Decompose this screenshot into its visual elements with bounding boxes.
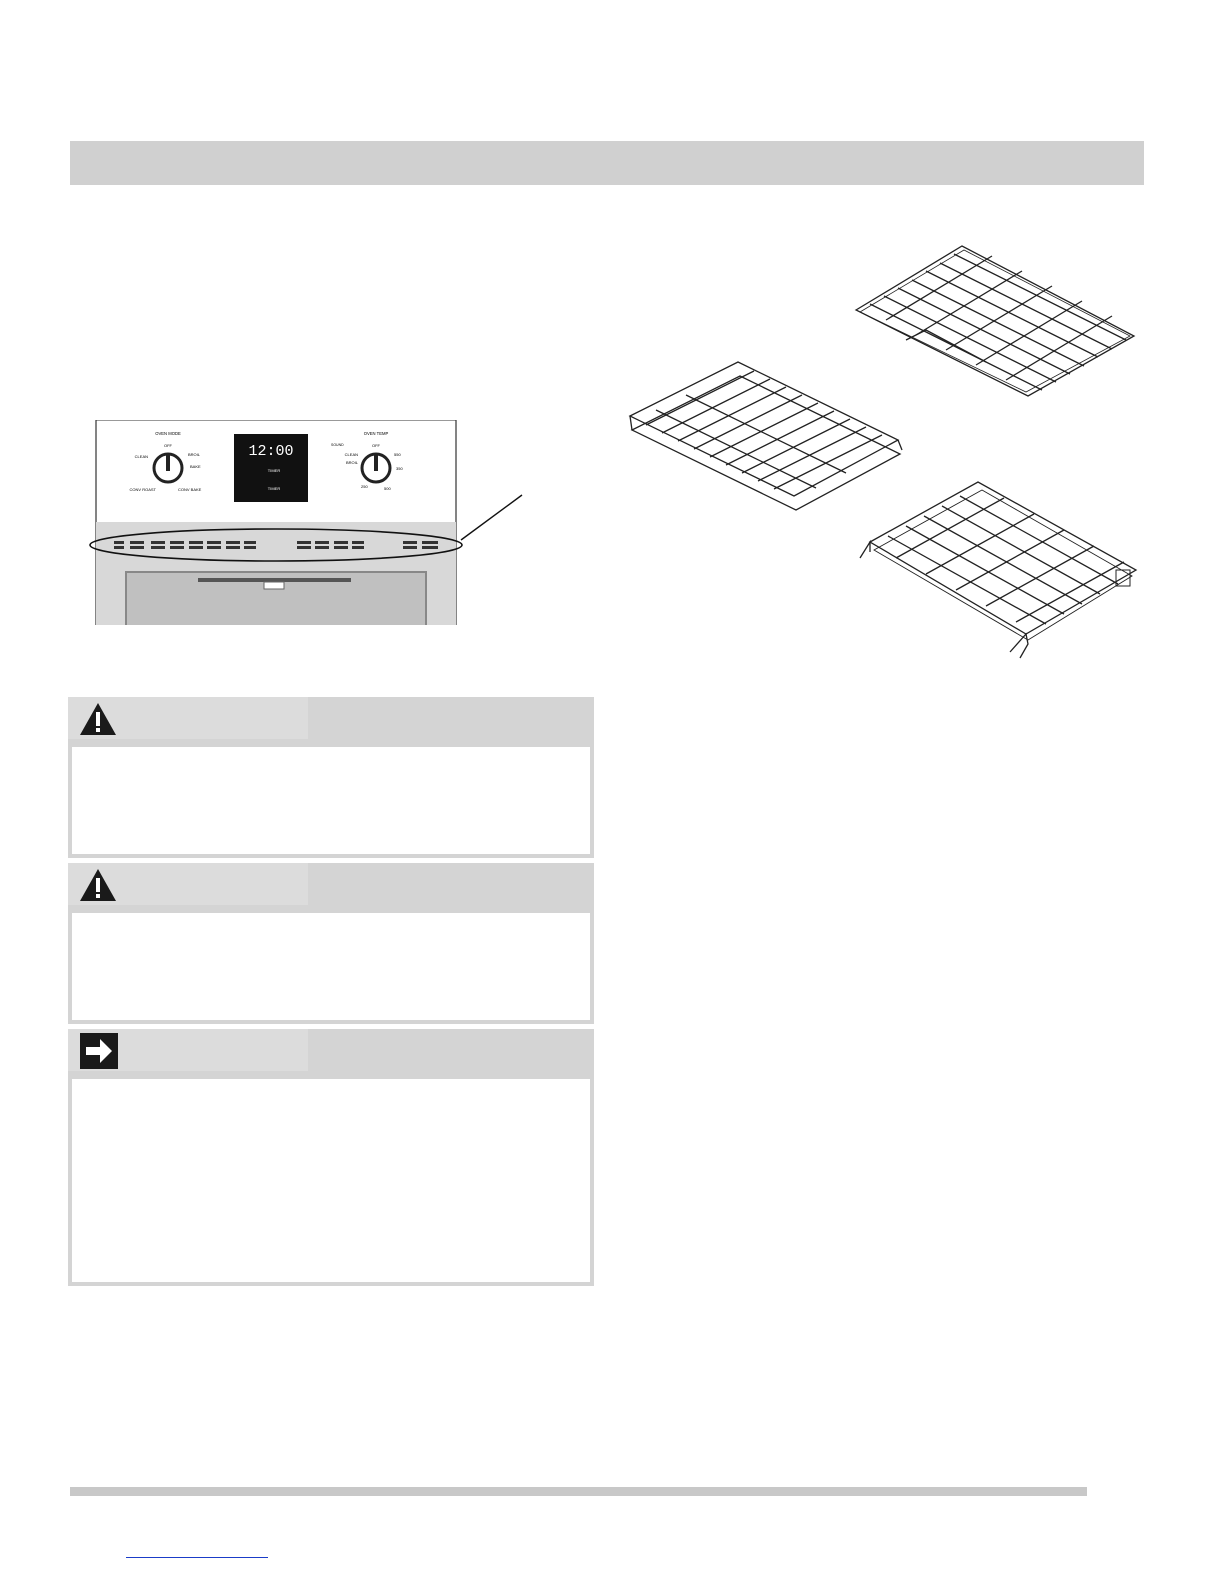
footer-link-underline[interactable] — [126, 1557, 268, 1558]
timer-button-label: TIMER — [267, 486, 281, 491]
indicator-label: SOUND — [331, 443, 344, 447]
oven-temp-label: 550 — [394, 452, 401, 457]
flat-rack — [856, 246, 1134, 396]
sliding-rack — [860, 482, 1136, 658]
footer-rule — [70, 1487, 1087, 1496]
oven-mode-label: BROIL — [188, 452, 201, 457]
warning-triangle-icon — [78, 867, 118, 903]
oven-racks-illustration — [626, 240, 1146, 660]
oven-mode-label: CONV BAKE — [178, 487, 202, 492]
callout-body — [72, 747, 590, 854]
oven-temp-label: 500 — [384, 486, 391, 491]
oven-temp-label: CLEAN — [344, 452, 358, 457]
oven-temp-off-label: OFF — [372, 443, 380, 448]
arrow-right-icon — [78, 1033, 118, 1069]
angled-rack — [630, 362, 902, 510]
oven-mode-title: OVEN MODE — [155, 431, 181, 436]
oven-temp-knob — [345, 431, 404, 491]
warning-callout — [68, 697, 594, 858]
timer-button-label: TIMER — [267, 468, 281, 473]
oven-mode-label: BAKE — [190, 464, 201, 469]
oven-mode-label: CONV ROAST — [129, 487, 156, 492]
caution-callout — [68, 863, 594, 1024]
important-callout — [68, 1029, 594, 1286]
warning-triangle-icon — [78, 701, 118, 737]
callout-body — [72, 913, 590, 1020]
display-time: 12:00 — [248, 443, 294, 460]
oven-mode-knob — [130, 431, 202, 492]
oven-mode-off-label: OFF — [164, 443, 172, 448]
oven-temp-label: 250 — [361, 484, 368, 489]
section-title-bar — [70, 141, 1144, 185]
oven-mode-label: CLEAN — [134, 454, 148, 459]
oven-control-panel-illustration — [86, 420, 526, 625]
digital-display — [234, 434, 308, 502]
callout-body — [72, 1079, 590, 1282]
oven-temp-label: BROIL — [345, 460, 358, 465]
oven-temp-label: 350 — [396, 466, 403, 471]
oven-temp-title: OVEN TEMP — [363, 431, 389, 436]
